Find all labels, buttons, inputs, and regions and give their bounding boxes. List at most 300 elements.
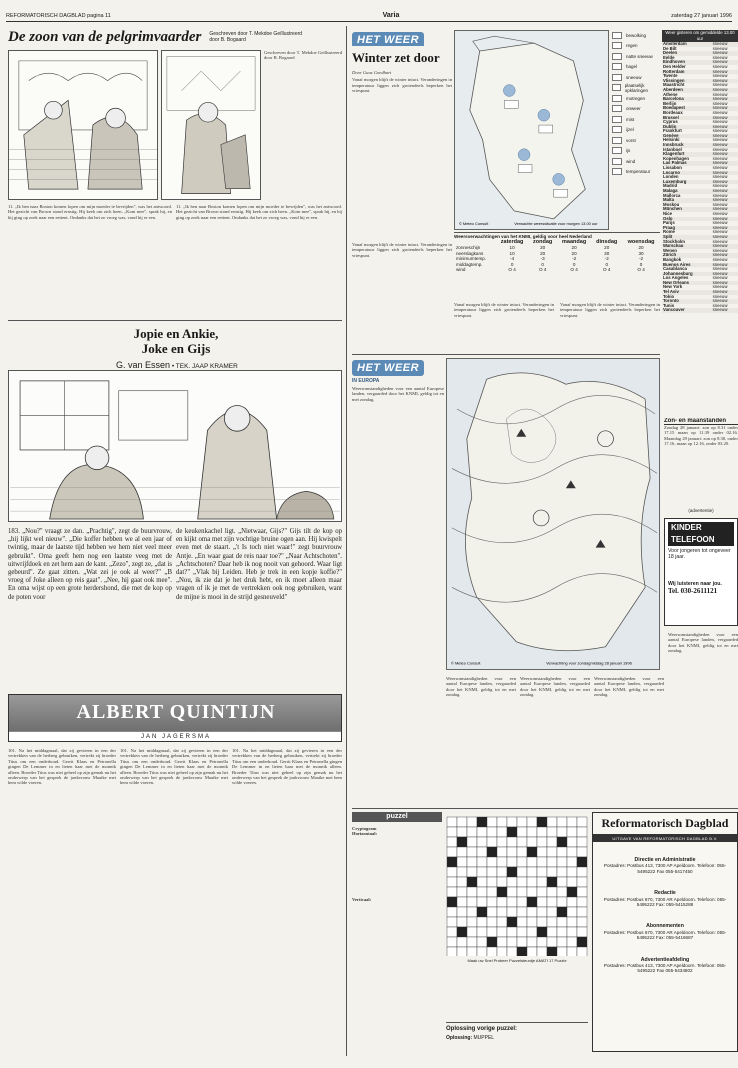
- crossword-cell: [497, 887, 507, 897]
- crossword-cell: [567, 877, 577, 887]
- forecast-cell: -3: [540, 256, 545, 262]
- city-condition: sneeuw: [712, 206, 728, 212]
- crossword-cell: [447, 857, 457, 867]
- city-name: Casablanca: [663, 266, 687, 272]
- legend-label: ijzel: [626, 127, 634, 133]
- city-condition: sneeuw: [712, 197, 728, 203]
- header-left: REFORMATORISCH DAGBLAD pagina 11: [6, 13, 111, 19]
- crossword-cell: [527, 877, 537, 887]
- crossword-cell: [537, 947, 547, 956]
- crossword-cell: [507, 817, 517, 827]
- crossword-cell: [497, 837, 507, 847]
- jopie-illustration: [8, 370, 342, 522]
- forecast-cell: -2: [639, 256, 644, 262]
- crossword-cell: [537, 897, 547, 907]
- crossword-cell: [577, 907, 587, 917]
- crossword-cell: [547, 867, 557, 877]
- crossword-cell: [497, 817, 507, 827]
- puzzle-clues: [352, 826, 442, 1016]
- city-name: Tunis: [663, 302, 675, 308]
- forecast-day: dinsdag: [596, 239, 618, 245]
- city-condition: sneeuw: [712, 59, 728, 65]
- city-condition: sneeuw: [712, 201, 728, 207]
- crossword-cell: [447, 937, 457, 947]
- weer-text-4: [560, 302, 660, 352]
- crossword-cell: [507, 847, 517, 857]
- pelgrim-side-text: Geschreven door T. Mekdoe Geïllustreerd door B. Bogaard: [264, 50, 342, 61]
- kt-title-2: TELEFOON: [668, 534, 734, 546]
- rd-section-head: Directie en Administratie: [634, 857, 696, 863]
- weer-logo: HET WEER: [352, 32, 424, 46]
- crossword-cell: [527, 947, 537, 956]
- rd-section-head: Abonnementen: [646, 923, 684, 930]
- crossword-cell: [577, 817, 587, 827]
- pelgrim-episode: 11. „Ik ben naar Boston komen lopen om mijn moeder te bevrijden", was het antwoord. Het gezicht van Brown stond ernstig. Hij keek om zich heen. „Kom mee", sprak hij, en hij ging op zoek naar een eettent. Ondanks dat het zo vroeg was, vond hij er een.: [8, 204, 172, 220]
- pelgrim-illustration-1: [9, 51, 157, 199]
- zon-title: Zon- en maanstanden: [664, 418, 738, 425]
- crossword-cell: [577, 837, 587, 847]
- crossword-cell: [547, 877, 557, 887]
- kt-tel-label: Wij luisteren naar jou.: [668, 580, 722, 587]
- crossword-cell: [477, 857, 487, 867]
- city-name: Eelde: [663, 54, 675, 60]
- europa-text-5: [668, 632, 738, 804]
- crossword-cell: [507, 897, 517, 907]
- crossword-cell: [557, 937, 567, 947]
- city-name: Cyprus: [663, 119, 678, 125]
- legend-symbol-icon: [612, 95, 622, 102]
- weer-intro-cont3: Vanaf morgen blijft de winter intact. Veranderingen in temperatuur liggen zich grotendeels beperken het vriespunt.: [560, 302, 660, 318]
- europa-intro: Weersomstandigheden voor een aantal Europese landen, vergaarded door het KNMI, geldig tot en met zondag.: [352, 386, 444, 402]
- crossword-cell: [467, 857, 477, 867]
- city-condition: sneeuw: [712, 146, 728, 152]
- forecast-cell: O 4: [603, 267, 611, 273]
- crossword-cell: [507, 877, 517, 887]
- crossword-cell: [507, 917, 517, 927]
- city-condition: sneeuw: [712, 73, 728, 79]
- city-name: Luxemburg: [663, 178, 687, 184]
- city-condition: sneeuw: [712, 293, 728, 299]
- city-name: Las Palmas: [663, 160, 687, 166]
- city-condition: sneeuw: [712, 192, 728, 198]
- city-name: Boedapest: [663, 105, 685, 111]
- crossword-cell: [557, 867, 567, 877]
- city-condition: sneeuw: [712, 165, 728, 171]
- city-condition: sneeuw: [712, 63, 728, 69]
- city-name: Madrid: [663, 183, 678, 189]
- city-condition: sneeuw: [712, 68, 728, 74]
- crossword-cell: [527, 887, 537, 897]
- forecast-cell: 30: [604, 250, 610, 256]
- city-name: München: [663, 206, 682, 212]
- crossword-cell: [537, 877, 547, 887]
- crossword-cell: [487, 897, 497, 907]
- crossword-cell: [477, 887, 487, 897]
- kinder-telefoon-ad: [664, 518, 738, 626]
- legend-item: [612, 146, 662, 157]
- city-name: Bordeaux: [663, 109, 683, 115]
- crossword-cell: [517, 867, 527, 877]
- jopie-text-col-2: [176, 528, 342, 686]
- nl-forecast-box: [454, 232, 660, 298]
- city-name: Londen: [663, 174, 679, 180]
- crossword-cell: [527, 827, 537, 837]
- crossword-cell: [477, 947, 487, 956]
- forecast-cell: -4: [510, 256, 515, 262]
- pelgrim-panel-1: [8, 50, 158, 200]
- city-condition: sneeuw: [712, 238, 728, 244]
- crossword-cell: [487, 867, 497, 877]
- crossword-cell: [557, 847, 567, 857]
- city-name: Maastricht: [663, 82, 685, 88]
- city-name: Split: [663, 233, 673, 239]
- jopie-text-col-1: [8, 528, 172, 686]
- city-condition: sneeuw: [712, 45, 728, 51]
- crossword-cell: [557, 827, 567, 837]
- crossword-cell: [567, 927, 577, 937]
- crossword-cell: [507, 867, 517, 877]
- oplossing-label: Oplossing:: [446, 1035, 473, 1041]
- kt-body: Voor jongeren tot ongeveer 18 jaar.: [668, 548, 731, 561]
- europa-credit: © Meteo Consult: [450, 660, 481, 666]
- legend-item: [612, 114, 662, 125]
- jopie-text-left: 183. „Nou?" vraagt ze dan. „Prachtig", zegt de buurvrouw, „hij lijkt wel nieuw". „Die koffer hebben we al een jaar of twintig, maar de laatste tijd hebben we hem niet veel meer gebruikt". Oma geeft hem nog een laatste veeg met de uitwrijfdoek en zet hem aan de kant. „Zezo", zegt ze, „dat is gebeurd". Ze gaat zitten. „Wat zei je ook al weer?" „B vroeg of Joke alleen op reis gaat". „Nee, hij gaat ook mee". En oma wijst op een grote herdershond, die met de kop op de poten voor: [8, 528, 172, 601]
- crossword-cell: [557, 857, 567, 867]
- world-table-title: Weer gisteren om gemiddelde 13.00 uur: [662, 30, 738, 42]
- crossword-cell: [567, 867, 577, 877]
- legend-label: plaatselijk opklaringen: [624, 82, 649, 93]
- city-condition: sneeuw: [712, 284, 728, 290]
- page-header: [6, 8, 732, 22]
- crossword-cell: [497, 937, 507, 947]
- europa-sub: IN EUROPA: [352, 378, 380, 384]
- crossword-cell: [487, 877, 497, 887]
- legend-item: [612, 125, 662, 136]
- legend-label: hagel: [626, 64, 638, 70]
- crossword-cell: [557, 897, 567, 907]
- crossword-cell: [547, 837, 557, 847]
- crossword-cell: [447, 837, 457, 847]
- city-name: Tel Aviv: [663, 289, 679, 295]
- forecast-row-label: zonneschijn: [456, 245, 481, 251]
- city-name: Stockholm: [663, 238, 685, 244]
- forecast-day: maandag: [562, 239, 587, 245]
- city-name: Helsinki: [663, 137, 680, 143]
- crossword-cell: [467, 907, 477, 917]
- city-name: Bangkok: [663, 256, 682, 262]
- weer-intro-cont: Vanaf morgen blijft de winter intact. Veranderingen in temperatuur liggen zich grotendeels beperken het vriespunt.: [352, 242, 452, 258]
- crossword-cell: [567, 817, 577, 827]
- city-name: Warschau: [663, 243, 684, 249]
- pelgrim-title: De zoon van de pelgrimvaarder: [8, 28, 202, 45]
- jopie-title-line1: Jopie en Ankie,: [133, 326, 219, 341]
- crossword-cell: [497, 827, 507, 837]
- albert-text-2: 101. Na het middagmaal, dat zij gevieren in een der vertrekken van de herberg gebruiken, vertrekt zij broeder Titus om een onderhoud. Gerrit Klaas en Petronella gingen De Lemmer in en lieten haar met de monnik alleen. Broeder Titus was niet geheel op zijn gemak nu het onderwerp van het gesprek de jonkvrouw Maaike met hem wilde voeren.: [120, 748, 228, 786]
- legend-symbol-icon: [612, 158, 622, 165]
- forecast-day: zondag: [533, 239, 553, 245]
- crossword-cell: [467, 877, 477, 887]
- city-name: Malaga: [663, 188, 678, 193]
- crossword-cell: [487, 857, 497, 867]
- city-condition: sneeuw: [712, 82, 728, 88]
- puzzle-header: puzzel: [352, 812, 442, 822]
- rd-sub: UITGAVE VAN REFORMATORISCH DAGBLAD B.V.: [593, 835, 737, 842]
- crossword-cell: [577, 847, 587, 857]
- crossword-cell: [547, 817, 557, 827]
- crossword-cell: [477, 827, 487, 837]
- divider: [8, 320, 342, 321]
- legend-label: mist: [626, 116, 635, 122]
- crossword-cell: [487, 937, 497, 947]
- city-condition: sneeuw: [712, 50, 728, 56]
- city-name: Parijs: [663, 220, 675, 226]
- crossword-cell: [577, 867, 587, 877]
- crossword-cell: [517, 927, 527, 937]
- newspaper-page: [6, 8, 738, 1060]
- albert-text-col-3: [232, 748, 342, 1048]
- crossword-cell: [547, 827, 557, 837]
- pelgrim-text-col-2: [176, 204, 342, 318]
- city-name: Toronto: [663, 298, 679, 304]
- city-condition: sneeuw: [712, 91, 728, 97]
- forecast-cell: O 4: [538, 267, 547, 273]
- weer-text-3: [454, 302, 554, 352]
- crossword-cell: [457, 877, 467, 887]
- crossword-cell: [527, 897, 537, 907]
- crossword-cell: [447, 917, 457, 927]
- city-condition: sneeuw: [712, 160, 728, 166]
- crossword-cell: [447, 847, 457, 857]
- city-condition: sneeuw: [712, 105, 728, 111]
- legend-symbol-icon: [612, 116, 622, 123]
- oplossing-title: Oplossing vorige puzzel:: [446, 1026, 518, 1032]
- europa-text-4: [594, 676, 664, 804]
- city-condition: sneeuw: [712, 96, 728, 102]
- crossword-cell: [467, 837, 477, 847]
- crossword-cell: [467, 887, 477, 897]
- crossword-cell: [447, 827, 457, 837]
- puzzle-text-2: [446, 968, 516, 1018]
- city-condition: sneeuw: [712, 307, 728, 313]
- forecast-cell: 0: [572, 261, 576, 267]
- crossword-cell: [537, 867, 547, 877]
- crossword-cell: [537, 937, 547, 947]
- crossword-cell: [567, 897, 577, 907]
- crossword-cell: [447, 817, 457, 827]
- crossword-cell: [577, 887, 587, 897]
- crossword-cell: [527, 937, 537, 947]
- kt-title-1: KINDER: [668, 522, 734, 534]
- crossword-cell: [547, 927, 557, 937]
- city-condition: sneeuw: [712, 151, 728, 157]
- city-condition: sneeuw: [712, 224, 728, 230]
- city-name: Nice: [663, 210, 673, 216]
- nl-weather-map: [454, 30, 609, 230]
- crossword-cell: [537, 837, 547, 847]
- city-name: Barcelona: [663, 96, 684, 102]
- crossword-cell: [507, 907, 517, 917]
- city-condition: sneeuw: [712, 188, 728, 193]
- city-name: Genève: [663, 132, 679, 138]
- puzzle-header-box: [352, 812, 442, 822]
- crossword-cell: [467, 847, 477, 857]
- city-name: Los Angeles: [663, 275, 689, 281]
- rd-title: Reformatorisch Dagblad: [593, 813, 737, 835]
- crossword-cell: [517, 877, 527, 887]
- forecast-row-label: neerslagkans: [456, 250, 484, 256]
- crossword-cell: [567, 907, 577, 917]
- crossword-cell: [527, 867, 537, 877]
- crossword-cell: [447, 907, 457, 917]
- crossword-cell: [467, 827, 477, 837]
- rd-section-body: Postadres: Postbus 670, 7300 AR Apeldoorn. Telefoon: 055-5495222 Fax: 055-5416687: [603, 929, 727, 941]
- europa-logo: HET WEER: [352, 360, 424, 376]
- city-condition: sneeuw: [712, 289, 728, 295]
- header-right: zaterdag 27 januari 1996: [671, 13, 732, 19]
- crossword-cell: [507, 947, 517, 956]
- crossword-cell: [557, 927, 567, 937]
- legend-item: [612, 83, 662, 94]
- crossword-cell: [527, 907, 537, 917]
- crossword-cell: [577, 897, 587, 907]
- city-name: Klagenfurt: [663, 151, 685, 157]
- crossword-cell: [547, 917, 557, 927]
- crossword-cell: [517, 887, 527, 897]
- crossword-cell: [547, 857, 557, 867]
- crossword-cell: [457, 917, 467, 927]
- legend-symbol-icon: [612, 147, 622, 154]
- city-name: New York: [663, 284, 683, 290]
- europa-text-2: [446, 676, 516, 804]
- city-name: Lissabon: [663, 165, 682, 171]
- crossword-cell: [527, 927, 537, 937]
- city-name: Praag: [663, 224, 675, 230]
- forecast-cell: 30: [638, 250, 644, 256]
- city-name: Deelen: [663, 50, 678, 56]
- crossword-cell: [567, 837, 577, 847]
- crossword-cell: [517, 827, 527, 837]
- crossword-cell: [577, 877, 587, 887]
- vert-label: Verticaal:: [352, 896, 372, 902]
- jopie-author-row: [116, 360, 316, 369]
- legend-symbol-icon: [612, 53, 622, 60]
- legend-item: [612, 51, 662, 62]
- albert-text-1: 101. Na het middagmaal, dat zij gevieren in een der vertrekken van de herberg gebruiken, vertrekt zij broeder Titus om een onderhoud. Gerrit Klaas en Petronella gingen De Lemmer in en lieten haar met de monnik alleen. Broeder Titus was niet geheel op zijn gemak nu het onderwerp van het gesprek de jonkvrouw Maaike met hem wilde voeren.: [8, 748, 116, 786]
- forecast-cell: -2: [604, 256, 609, 262]
- nl-forecast-table: [454, 240, 660, 272]
- legend-item: [612, 41, 662, 52]
- crossword-cell: [577, 947, 587, 956]
- divider-weer: [352, 354, 660, 355]
- crossword-cell: [537, 847, 547, 857]
- crossword-cell: [567, 947, 577, 956]
- pelgrim-title-block: [8, 28, 343, 46]
- city-name: Frankfurt: [663, 128, 682, 134]
- forecast-cell: 20: [540, 245, 546, 251]
- city-name: Rome: [663, 229, 675, 235]
- forecast-cell: 20: [638, 245, 644, 251]
- forecast-cell: O 4: [570, 267, 578, 273]
- city-condition: sneeuw: [712, 123, 728, 129]
- legend-item: [612, 156, 662, 167]
- city-condition: sneeuw: [712, 155, 728, 161]
- pelgrim-episode-cont: 11. „Ik ben naar Boston komen lopen om mijn moeder te bevrijden", was het antwoord. Het gezicht van Brown stond ernstig. Hij keek om zich heen. „Kom mee", sprak hij, en hij ging op zoek naar een eettent. Ondanks dat het zo vroeg was, vond hij er een.: [176, 204, 342, 220]
- crossword-cell: [527, 847, 537, 857]
- rd-section: [593, 956, 737, 975]
- crossword-cell: [557, 907, 567, 917]
- albert-title: ALBERT QUINTIJN: [76, 701, 276, 723]
- city-condition: sneeuw: [712, 132, 728, 138]
- kt-advert-label: (advertentie): [688, 508, 714, 513]
- forecast-cell: 20: [571, 245, 577, 251]
- oplossing-box: [446, 1022, 588, 1052]
- crossword-cell: [547, 907, 557, 917]
- crossword-cell: [477, 937, 487, 947]
- kt-tel: Tel. 030-2611121: [668, 586, 718, 595]
- crossword-cell: [517, 917, 527, 927]
- europa-text: [352, 386, 444, 676]
- city-condition: sneeuw: [712, 109, 728, 115]
- legend-item: [612, 62, 662, 73]
- city-name: Twente: [663, 73, 678, 79]
- weer-headline: Winter zet door: [352, 50, 440, 65]
- city-condition: sneeuw: [712, 169, 728, 175]
- weer-byline: Door Guus Goedhart: [352, 70, 392, 75]
- crossword-cell: [457, 827, 467, 837]
- crossword-cell: [527, 837, 537, 847]
- crossword-cell: [557, 877, 567, 887]
- city-name: Rotterdam: [663, 68, 685, 74]
- grid-credit: Maak uw Snel Probeer Puzzelsteuntje AMATI 17 Puzzle: [467, 958, 567, 963]
- legend-symbol-icon: [612, 168, 622, 175]
- city-name: Malta: [663, 197, 674, 203]
- city-condition: sneeuw: [712, 229, 728, 235]
- city-condition: sneeuw: [712, 128, 728, 134]
- crossword-cell: [517, 817, 527, 827]
- crossword-cell: [447, 947, 457, 956]
- city-name: Brussel: [663, 114, 679, 120]
- legend-item: [612, 72, 662, 83]
- forecast-day: woensdag: [627, 239, 655, 245]
- divider-puzzle: [352, 808, 738, 809]
- city-name: Oslo: [663, 215, 673, 221]
- crossword-cell: [487, 927, 497, 937]
- crossword-cell: [537, 907, 547, 917]
- crossword-cell: [527, 857, 537, 867]
- city-condition: sneeuw: [712, 261, 728, 267]
- crossword-cell: [497, 917, 507, 927]
- crossword-cell: [567, 917, 577, 927]
- weer-text: [352, 70, 452, 240]
- nl-forecast-title: Weersverwachtingen van het KNMI, geldig voor heel Nederland: [454, 234, 592, 239]
- crossword-cell: [567, 827, 577, 837]
- crossword-cell: [477, 917, 487, 927]
- crossword-cell: [567, 857, 577, 867]
- forecast-cell: 0: [541, 261, 544, 267]
- europe-map-drawing: [447, 359, 659, 669]
- pelgrim-credits-side: [264, 50, 342, 200]
- legend-symbol-icon: [612, 105, 622, 112]
- legend-symbol-icon: [612, 84, 621, 91]
- crossword-cell: [497, 847, 507, 857]
- world-weather-table: [662, 30, 738, 414]
- legend-item: [612, 104, 662, 115]
- legend-label: temperatuur: [626, 169, 651, 175]
- legend-item: [612, 167, 662, 178]
- jopie-title: [116, 326, 236, 358]
- crossword-cell: [457, 897, 467, 907]
- rd-section: [593, 856, 737, 875]
